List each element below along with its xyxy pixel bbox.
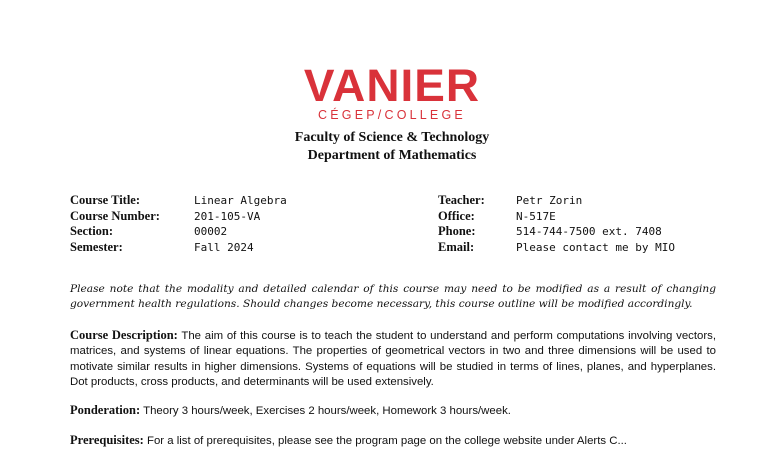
course-number-label: Course Number: — [70, 208, 160, 223]
teacher-label: Teacher: — [438, 193, 485, 207]
modality-notice: Please note that the modality and detailed calendar of this course may need to be modified as a result of changing government health regulations. Should changes become necessary, this course outline will be modified accordingly. — [70, 283, 716, 311]
prerequisites-text: For a list of prerequisites, please see the program page on the college website under Alerts C... — [147, 435, 627, 447]
course-description — [70, 328, 716, 390]
section-label: Section: — [70, 224, 114, 238]
section-value: 00002 — [194, 225, 228, 238]
prerequisites-label: Prerequisites: — [70, 433, 144, 447]
ponderation-label: Ponderation: — [70, 403, 141, 417]
prerequisites — [70, 433, 716, 449]
course-number-row — [70, 209, 287, 225]
teacher-value: Petr Zorin — [516, 194, 583, 207]
phone-row — [438, 224, 675, 240]
email-row — [438, 240, 675, 256]
email-label: Email: — [438, 239, 475, 254]
logo-subtitle: CÉGEP/COLLEGE — [318, 108, 466, 122]
teacher-info — [438, 193, 675, 255]
course-info — [70, 193, 287, 255]
department-heading: Department of Mathematics — [307, 148, 477, 163]
phone-label: Phone: — [438, 224, 476, 238]
semester-label: Semester: — [70, 239, 123, 254]
office-row — [438, 209, 675, 225]
faculty-heading: Faculty of Science & Technology — [294, 130, 490, 145]
course-title-row — [70, 193, 287, 209]
section-row — [70, 224, 287, 240]
course-title-value: Linear Algebra — [194, 194, 287, 207]
ponderation — [70, 403, 716, 419]
phone-value: 514-744-7500 ext. 7408 — [516, 225, 662, 238]
logo-name: VANIER — [303, 60, 481, 111]
course-number-value: 201-105-VA — [194, 209, 261, 223]
course-description-label: Course Description: — [70, 328, 178, 342]
vanier-logo — [0, 60, 784, 122]
course-description-text: The aim of this course is to teach the student to understand and perform computations involving vectors, matrices, and systems of linear equations. The properties of geometrical vectors in two and three dimensions will be used to motivate similar results in higher dimensions. Systems of equations will be studied in terms of lines, planes, and hyperplanes. Dot products, cross products, and determinants will be used extensively. — [70, 330, 717, 388]
teacher-row — [438, 193, 675, 209]
office-label: Office: — [438, 208, 475, 223]
office-value: N-517E — [516, 209, 556, 223]
course-title-label: Course Title: — [70, 193, 141, 207]
semester-value: Fall 2024 — [194, 240, 254, 254]
ponderation-text: Theory 3 hours/week, Exercises 2 hours/week, Homework 3 hours/week. — [143, 405, 511, 417]
email-value: Please contact me by MIO — [516, 240, 675, 254]
semester-row — [70, 240, 287, 256]
